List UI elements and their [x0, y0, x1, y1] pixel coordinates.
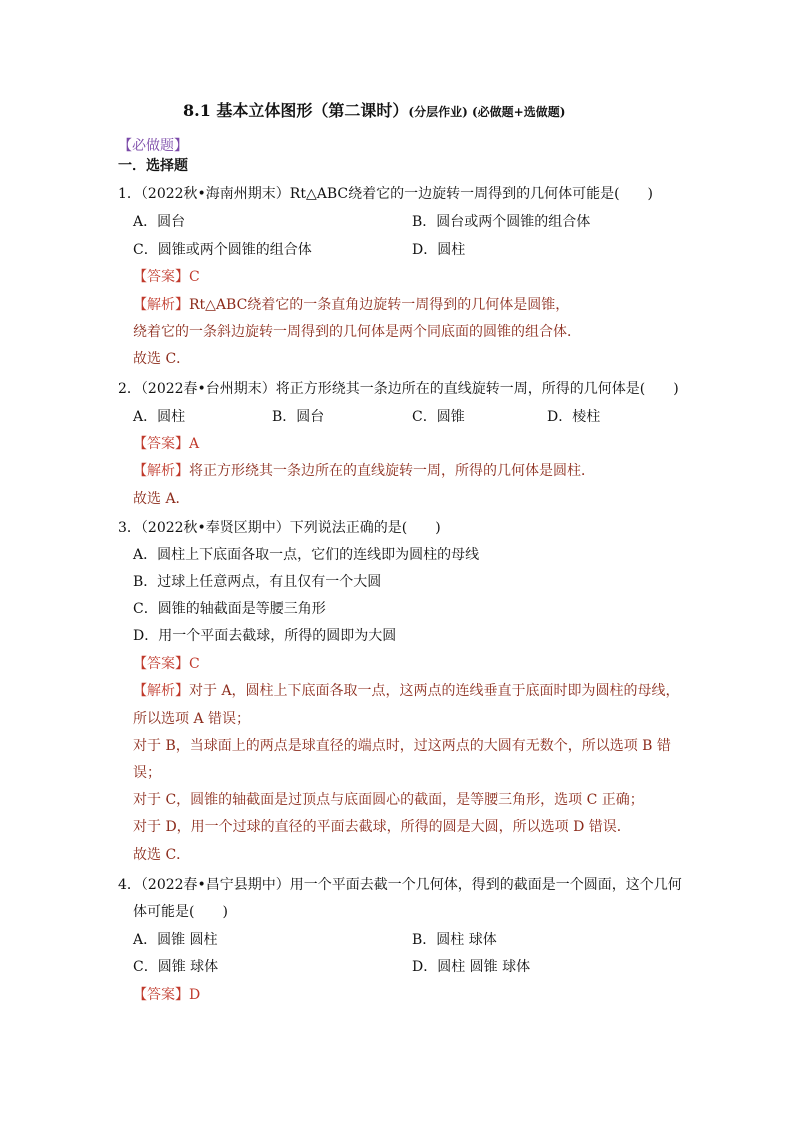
answer-label: 【答案】: [133, 436, 189, 452]
question-3-analysis-line-4: 误；: [133, 765, 161, 781]
question-3-answer: [133, 654, 200, 674]
question-3-analysis-line-2: 所以选项 A 错误；: [133, 711, 251, 727]
question-3-analysis-line-3: 对于 B，当球面上的两点是球直径的端点时，过这两点的大圆有无数个，所以选项 B 错: [133, 738, 671, 754]
question-4-option-b: B．圆柱 球体: [412, 932, 497, 948]
document-title: [183, 101, 565, 122]
question-3-stem: 3．（2022秋•奉贤区期中）下列说法正确的是( ): [118, 520, 441, 536]
analysis-text: 对于 A，圆柱上下底面各取一点，这两点的连线垂直于底面时即为圆柱的母线，: [189, 683, 680, 699]
question-2-analysis-line-2: 故选 A．: [133, 491, 190, 507]
question-2-option-d: D．棱柱: [547, 409, 601, 425]
question-1-option-a: A．圆台: [133, 214, 186, 230]
answer-label: 【答案】: [133, 656, 189, 672]
analysis-label: 【解析】: [133, 463, 189, 479]
question-2-option-a: A．圆柱: [133, 409, 186, 425]
question-1-option-b: B．圆台或两个圆锥的组合体: [412, 214, 591, 230]
title-main: 8.1 基本立体图形（第二课时）: [183, 101, 409, 120]
answer-label: 【答案】: [133, 987, 189, 1003]
answer-value: D: [189, 987, 201, 1003]
question-1-option-d: D．圆柱: [412, 242, 466, 258]
part-heading: 一．选择题: [118, 158, 188, 174]
answer-label: 【答案】: [133, 269, 189, 285]
section-tag: 【必做题】: [118, 138, 188, 154]
question-4-option-a: A．圆锥 圆柱: [133, 932, 218, 948]
question-4-stem-line-1: 4．（2022春•昌宁县期中）用一个平面去截一个几何体，得到的截面是一个圆面，这个几何: [118, 877, 682, 893]
question-3-option-a: A．圆柱上下底面各取一点，它们的连线即为圆柱的母线: [133, 547, 480, 563]
question-3-analysis-line-7: 故选 C．: [133, 847, 191, 863]
question-1-option-c: C．圆锥或两个圆锥的组合体: [133, 242, 312, 258]
question-4-option-d: D．圆柱 圆锥 球体: [412, 959, 531, 975]
question-4-answer: [133, 985, 200, 1005]
question-3-analysis-line-5: 对于 C，圆锥的轴截面是过顶点与底面圆心的截面，是等腰三角形，选项 C 正确；: [133, 792, 644, 808]
question-2-answer: [133, 434, 199, 454]
question-1-answer: [133, 267, 200, 287]
question-2-stem: 2．（2022春•台州期末）将正方形绕其一条边所在的直线旋转一周，所得的几何体是( ): [118, 381, 679, 397]
question-1-analysis-line-2: 绕着它的一条斜边旋转一周得到的几何体是两个同底面的圆锥的组合体．: [133, 324, 581, 340]
answer-value: C: [189, 269, 200, 285]
question-1-analysis-line-3: 故选 C．: [133, 351, 191, 367]
answer-value: C: [189, 656, 200, 672]
analysis-label: 【解析】: [133, 683, 189, 699]
question-1-analysis-line-1: [133, 295, 569, 315]
question-3-option-d: D．用一个平面去截球，所得的圆即为大圆: [133, 628, 397, 644]
question-3-option-b: B．过球上任意两点，有且仅有一个大圆: [133, 574, 382, 590]
answer-value: A: [189, 436, 200, 452]
question-3-analysis-line-1: [133, 681, 680, 701]
question-1-stem: 1．（2022秋•海南州期末）Rt△ABC绕着它的一边旋转一周得到的几何体可能是( ): [118, 186, 654, 202]
title-subtitle: (分层作业) (必做题+选做题): [408, 105, 566, 119]
question-2-option-b: B．圆台: [272, 409, 325, 425]
question-4-stem-line-2: 体可能是( ): [133, 904, 228, 920]
question-4-option-c: C．圆锥 球体: [133, 959, 219, 975]
analysis-label: 【解析】: [133, 297, 189, 313]
question-3-analysis-line-6: 对于 D，用一个过球的直径的平面去截球，所得的圆是大圆，所以选项 D 错误．: [133, 819, 631, 835]
question-2-analysis-line-1: [133, 461, 595, 481]
question-2-option-c: C．圆锥: [412, 409, 465, 425]
analysis-text: 将正方形绕其一条边所在的直线旋转一周，所得的几何体是圆柱．: [189, 463, 595, 479]
question-3-option-c: C．圆锥的轴截面是等腰三角形: [133, 601, 326, 617]
analysis-text: Rt△ABC绕着它的一条直角边旋转一周得到的几何体是圆锥，: [189, 297, 570, 313]
